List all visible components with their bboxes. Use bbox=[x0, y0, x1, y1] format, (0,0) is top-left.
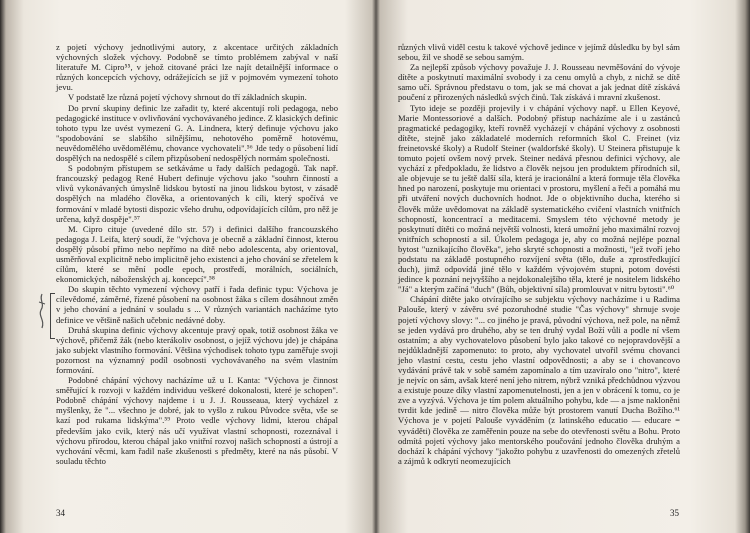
page-number: 34 bbox=[56, 508, 65, 518]
paragraph: Podobné chápání výchovy nacházíme už u I. Kanta: "Výchova je činnost směřující k rozvoji v každém individuu veškeré dokonalosti, které je schopen". Podobně chápání výchovy najdeme i u J. J. Rousseaua, který vycházel z myšlenky, že "... všechno je dobré, jak to vyšlo z rukou Původce světa, vše se kazí pod rukama lidskýma".⁵⁹ Proto vedle výchovy lidmi, kterou chápal především jako cvik, který nás učí využívat vlastní schopnosti, rozeznával i výchovu přírodou, kterou chápal jako vnitřní rozvoj našich schopností a ústrojí a vychování věcmi, kam řadil naše zkušenosti s předměty, které na nás působí. V souladu těchto bbox=[56, 375, 338, 466]
paragraph: V podstatě lze různá pojetí výchovy shrnout do tří základních skupin. bbox=[68, 92, 307, 103]
paragraph: Do skupin těchto vymezení výchovy patří i řada definic typu: Výchova je cílevědomé, záměrné, řízené působení na osobnost žáka s cílem dosáhnout změn v jeho chování a jednání v souladu s ... V různých variantách nacházíme tyto definice ve většině našich učebnic nedávné doby. bbox=[56, 284, 338, 325]
paragraph: Druhá skupina definic výchovy akcentuje pravý opak, totiž osobnost žáka ve výchově, přičemž žák (nebo kterákoliv osobnost, o jejíž výchovu jde) je chápána jako subjekt vlastního formování. Většina východisek tohoto typu zaměřuje svoji pozornost na významný podíl osobnosti vychovávaného na svém vlastním formování. bbox=[56, 324, 338, 375]
page-number: 35 bbox=[670, 508, 679, 518]
paragraph: Do první skupiny definic lze zařadit ty, které akcentují roli pedagoga, nebo pedagogické instituce v ovlivňování vychovávaného jedince. Z klasických definic tohoto typu lze uvést vymezení G. A. Lindnera, který definuje výchovu jako "spodobování se slabšího silnějšímu, nehotového poměrně hotovému, neuvědomělého uvědomělému, chovance vychovateli".⁵⁶ Jde tedy o působení lidí dospělých na nedospělé s cílem přizpůsobení nedospělých normám společnosti. bbox=[56, 102, 338, 164]
paragraph: různých vlivů viděl cestu k takové výchově jedince v jejímž důsledku by byl sám sebou, žil ve shodě se sebou samým. bbox=[398, 42, 680, 63]
paragraph: Chápání dítěte jako otvírajícího se subjektu výchovy nacházíme i u Radima Palouše, který v závěru své pozoruhodné studie "Čas výchovy" shrnuje svoje pojetí výchovy slovy: "... co jiného je pravá, původní výchova, než pole, na němž se jeden vydává pro druhého, aby se ten druhý vydal Boží vůli a podle ní všem ostatním; a aby vychovatelovo působení bylo jako takové co nejopravdovější a nejdůkladnější zapomenuto: to proto, aby vychovatel utvořil svému chovanci jeho vlastní cestu, cestu jeho vlastní odpovědnosti; a aby se i chovancovo vydávání právě tak v sobě samém zapomínalo a tím uzavíralo ono "nitro", které je nejvíc on sám, avšak které není jeho nitrem, nýbrž vzniká předchůdnou výzvou a existuje pouze díky vlastní zapomenutelnosti, jen a jen v obrácení k tomu, co je zve a vyzývá. Výchova je tím polem aktuálního pohybu, kde — a jsme nakloněni tvrdit kde jedině — nitro člověka může být prostorem vanutí Ducha Božího.⁶¹ Výchova je v pojetí Palouše vyváděním (z latinského educatio — educare = vyváděti) člověka ze zaměřenin pouze na sebe do otevřenosti světu a Bohu. Proto odmítá pojetí výchovy jako mentorského poučování jednoho člověka druhým a dochází k chápání výchovy "jakožto pohybu z uzavřenosti do omezených zřetelů a zájmů k odkrytí neomezujících bbox=[398, 294, 680, 466]
margin-bracket bbox=[50, 293, 55, 339]
paragraph: S podobným přístupem se setkáváme u řady dalších pedagogů. Tak např. francouzský pedagog René Hubert definuje výchovu jako "souhrn činností a vlivů vykonávaných úmyslně lidskou bytostí na jinou lidskou bytost, v zásadě dospělých na mladého člověka, a orientovaných k cíli, který spočívá ve formování v mladé bytosti dispozic všeho druhu, odpovídajících cílům, pro něž je určena, když dospěje".⁵⁷ bbox=[56, 163, 338, 224]
handwritten-margin-mark-icon bbox=[36, 292, 48, 330]
left-page-text bbox=[56, 42, 338, 466]
paragraph: Tyto ideje se později projevily i v chápání výchovy např. u Ellen Keyové, Marie Montessoriové a dalších. Podobný přístup nacházíme ale i u zastánců pragmatické pedagogiky, kteří rovněž vycházejí v chápání výchovy z osobnosti dítěte, stejně jako základatelé moderních reformních škol C. Freinet (viz freinetovské školy) a Rudolf Steiner (waldorfské školy). U Steinera přistupuje k tomuto pojetí ovšem nový prvek. Steiner nedává přesnou definici výchovy, ale vychází z předpokladu, že lidstvo a člověk nejsou jen produktem přírodních sil, ale objevuje se tu ještě další síla, která je iracionální a která formuje těla člověka hned po narození, poskytuje mu orientaci v prostoru, myšlení a řeči a pomáhá mu při utváření nových duchovních hodnot. Jde o objektivního ducha, kterého si člověk může uvědomovat na základě systematického cvičení vlastních vnitřních schopností, koncentrací a meditacemi. Smyslem této výchovné metody je poskytnutí dítěti co možná největší volnosti, která umožní jeho maximální rozvoj vnitřních schopností a sil. Úkolem pedagoga je, aby co možná nejlépe poznal bytost "uznikajícího člověka", jeho skryté schopnosti a možnosti, "jež tvoří jeho podstatu na základě postupného rozvíjení světa (tělo, duše a zprostředkující duch), jimž odpovídá jiné tělo v každém vývojovém stupni, potom dovésti jedince k poznání nejvyššího a nejdokonalejšího těla, které je nositelem lidského "Já" a kterým začíná "duch" (Bůh, objektivní síla) promlouvat v nitru bytosti".⁶⁰ bbox=[398, 102, 680, 295]
paragraph: z pojetí výchovy jednotlivými autory, z akcentace určitých základních výchovných složek výchovy. Podobně se tímto problémem zabýval v naší literatuře M. Cipro⁵⁵, v jehož citované práci lze najít detailnější informace o různých koncepcích výchovy, odrážejících se již v pojmovém vymezení tohoto jevu. bbox=[56, 42, 338, 93]
right-page-text bbox=[398, 42, 680, 466]
paragraph: Za nejlepší způsob výchovy považuje J. J. Rousseau nevměšování do vývoje dítěte a poskytnutí maximální svobody i za cenu omylů a chyb, z nichž se dítě samo učí. Správnou představu o tom, jak se má chovat a jak jednat dítě získává poučení z přirozených následků svých činů. Tak získává i mravní zkušenost. bbox=[398, 62, 680, 103]
right-page bbox=[376, 0, 750, 533]
paragraph: M. Cipro cituje (uvedené dílo str. 57) i definici dalšího francouzského pedagoga J. Leifa, který soudí, že "výchova je obecně a základní činnost, kterou dospělý působí přímo nebo nepřímo na dítě nebo adolescenta, aby orientoval, usměrňoval explicitně nebo implicitně jeho existenci a jeho chování se zřetelem k cílům, které se mění podle epoch, prostředí, morálních, sociálních, ekonomických, náboženských aj. koncepcí".⁵⁸ bbox=[56, 223, 338, 285]
